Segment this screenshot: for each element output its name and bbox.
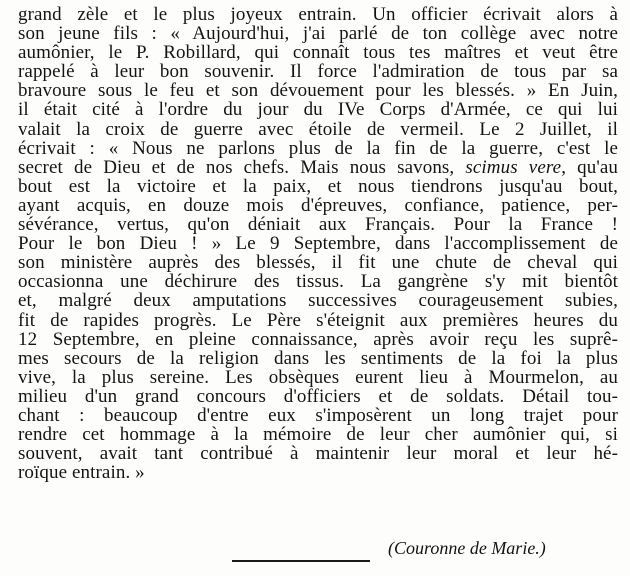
text-line-15: occasionna une déchirure des tissus. La gangrène s'y mit bientôt: [18, 271, 618, 293]
text-line-9: [18, 158, 618, 177]
text-line-14: son ministère auprès des blessés, il fit une chute de cheval qui: [18, 252, 618, 274]
text-line-23: rendre cet hommage à la mémoire de leur cher aumônier qui, si: [18, 424, 618, 446]
text-line-12: sévérance, vertus, qu'on déniait aux Français. Pour la France !: [18, 214, 618, 236]
text-line-7: valait la croix de guerre avec étoile de vermeil. Le 2 Juillet, il: [18, 118, 618, 140]
text-line-13: Pour le bon Dieu ! » Le 9 Septembre, dans l'accomplissement de: [18, 233, 618, 255]
latin-phrase: scimus vere: [465, 156, 562, 178]
text-line-10: bout est la victoire et la paix, et nous tiendrons jusqu'au bout,: [18, 175, 618, 197]
text-line-6: il était cité à l'ordre du jour du IVe Corps d'Armée, ce qui lui: [18, 99, 618, 121]
text-line-19: mes secours de la religion dans les sentiments de la foi la plus: [18, 347, 618, 369]
text-line-24: souvent, avait tant contribué à maintenir leur moral et leur hé-: [18, 443, 618, 465]
text-line-5: bravoure sous le feu et son dévouement pour les blessés. » En Juin,: [18, 80, 618, 102]
text-line-16: et, malgré deux amputations successives courageusement subies,: [18, 290, 618, 312]
source-citation: (Couronne de Marie.): [388, 538, 546, 558]
article-text: [18, 5, 618, 482]
text-line-18: 12 Septembre, en pleine connaissance, après avoir reçu les suprê-: [18, 328, 618, 350]
text-line-9-end: , qu'au: [561, 156, 619, 178]
text-line-4: rappelé à leur bon souvenir. Il force l'admiration de tous par sa: [18, 61, 618, 83]
closing-rule: [232, 560, 370, 562]
text-line-3: aumônier, le P. Robillard, qui connaît tous tes maîtres et veut être: [18, 42, 618, 64]
text-line-8: écrivait : « Nous ne parlons plus de la fin de la guerre, c'est le: [18, 137, 618, 159]
text-line-9-start: secret de Dieu et de nos chefs. Mais nous savons,: [18, 156, 455, 178]
text-line-20: vive, la plus sereine. Les obsèques eurent lieu à Mourmelon, au: [18, 366, 618, 388]
text-line-11: ayant acquis, en douze mois d'épreuves, confiance, patience, per-: [18, 194, 618, 216]
text-line-17: fit de rapides progrès. Le Père s'éteignit aux premières heures du: [18, 309, 618, 331]
text-line-1: grand zèle et le plus joyeux entrain. Un officier écrivait alors à: [18, 4, 618, 25]
text-line-22: chant : beaucoup d'entre eux s'imposèrent un long trajet pour: [18, 404, 618, 426]
text-line-21: milieu d'un grand concours d'officiers et de soldats. Détail tou-: [18, 385, 618, 407]
text-line-2: son jeune fils : « Aujourd'hui, j'ai parlé de ton collège avec notre: [18, 23, 618, 45]
text-line-25: roïque entrain. »: [18, 462, 145, 484]
